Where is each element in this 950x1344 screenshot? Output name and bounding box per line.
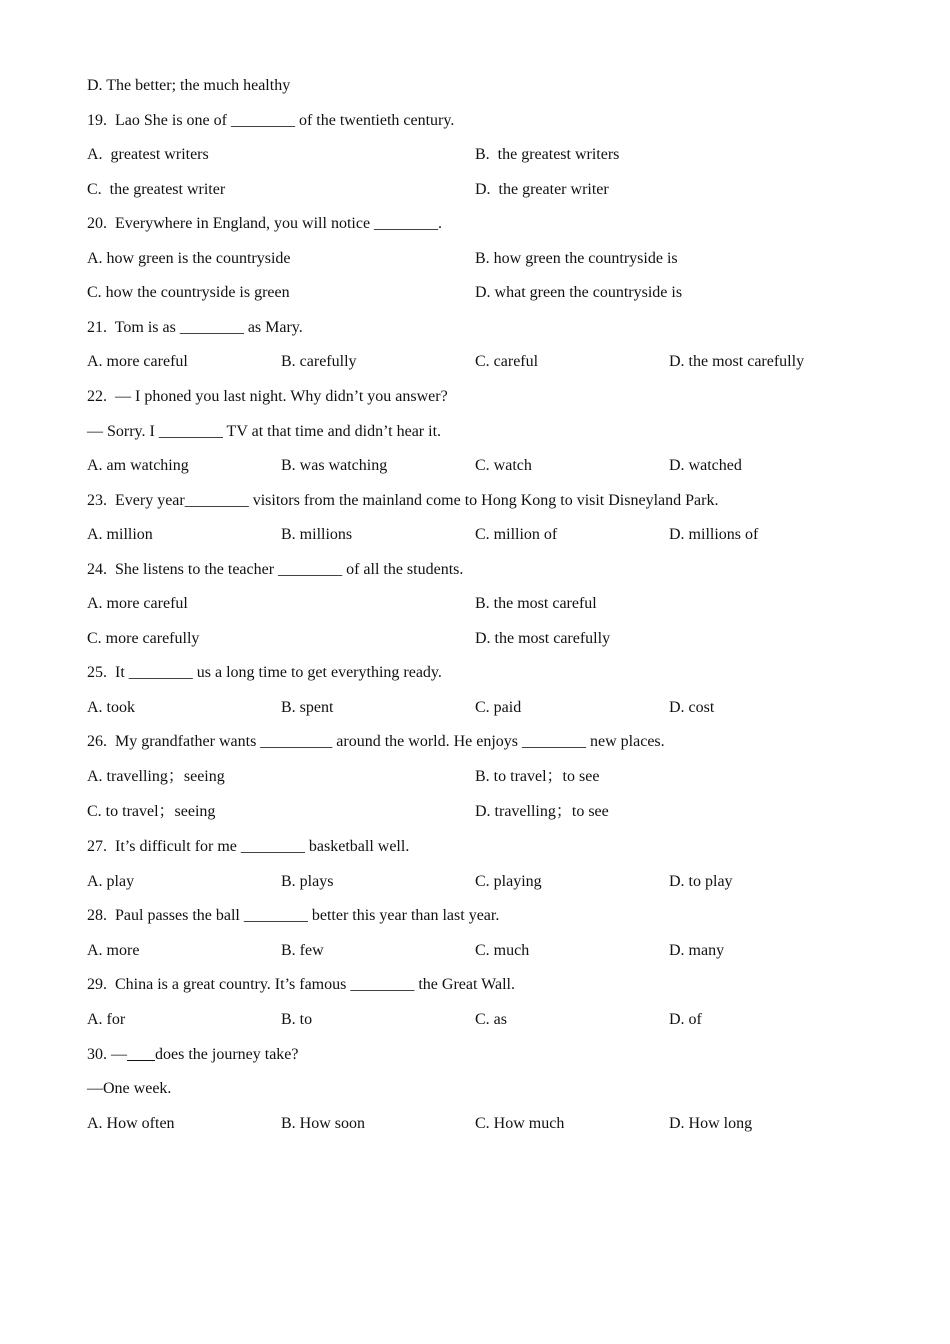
option-30-d: D. How long (669, 1115, 753, 1132)
option-28-b: B. few (281, 942, 324, 959)
option-26-d: D. travelling；to see (475, 803, 609, 820)
question-30-stem (87, 1045, 299, 1065)
option-28-d: D. many (669, 942, 725, 959)
question-19-stem: 19. Lao She is one of ________ of the twentieth century. (87, 112, 455, 129)
option-25-c: C. paid (475, 699, 522, 716)
question-30-blank (127, 1046, 155, 1063)
question-30-suffix: does the journey take? (155, 1046, 299, 1063)
option-27-d: D. to play (669, 873, 733, 890)
question-30-prefix: 30. — (87, 1046, 127, 1063)
option-24-a: A. more careful (87, 595, 188, 612)
option-25-b: B. spent (281, 699, 334, 716)
option-19-c: C. the greatest writer (87, 181, 226, 198)
option-26-a: A. travelling；seeing (87, 768, 225, 785)
option-20-a: A. how green is the countryside (87, 250, 291, 267)
option-20-d: D. what green the countryside is (475, 284, 683, 301)
option-30-a: A. How often (87, 1115, 175, 1132)
option-21-b: B. carefully (281, 353, 357, 370)
option-19-b: B. the greatest writers (475, 146, 620, 163)
option-23-c: C. million of (475, 526, 558, 543)
option-25-a: A. took (87, 699, 135, 716)
option-23-d: D. millions of (669, 526, 759, 543)
option-29-c: C. as (475, 1011, 507, 1028)
option-23-b: B. millions (281, 526, 353, 543)
option-21-d: D. the most carefully (669, 353, 805, 370)
question-22-stem: 22. — I phoned you last night. Why didn’t you answer? (87, 388, 448, 405)
question-29-stem: 29. China is a great country. It’s famous ________ the Great Wall. (87, 976, 515, 993)
option-28-c: C. much (475, 942, 530, 959)
option-23-a: A. million (87, 526, 153, 543)
option-26-b: B. to travel；to see (475, 768, 600, 785)
option-27-a: A. play (87, 873, 135, 890)
option-19-d: D. the greater writer (475, 181, 609, 198)
option-22-b: B. was watching (281, 457, 388, 474)
option-22-a: A. am watching (87, 457, 189, 474)
option-26-c: C. to travel；seeing (87, 803, 216, 820)
question-30-stem-2: —One week. (87, 1080, 172, 1097)
option-24-b: B. the most careful (475, 595, 597, 612)
question-28-stem: 28. Paul passes the ball ________ better this year than last year. (87, 907, 500, 924)
question-24-stem: 24. She listens to the teacher ________ of all the students. (87, 561, 464, 578)
option-22-c: C. watch (475, 457, 532, 474)
option-20-b: B. how green the countryside is (475, 250, 678, 267)
question-26-stem: 26. My grandfather wants _________ around the world. He enjoys ________ new places. (87, 733, 665, 750)
option-22-d: D. watched (669, 457, 742, 474)
option-19-a: A. greatest writers (87, 146, 209, 163)
option-30-b: B. How soon (281, 1115, 366, 1132)
question-20-stem: 20. Everywhere in England, you will notice ________. (87, 215, 443, 232)
option-24-c: C. more carefully (87, 630, 200, 647)
question-22-stem-2: — Sorry. I ________ TV at that time and didn’t hear it. (87, 423, 442, 440)
option-29-b: B. to (281, 1011, 313, 1028)
option-29-a: A. for (87, 1011, 126, 1028)
option-25-d: D. cost (669, 699, 715, 716)
option-21-a: A. more careful (87, 353, 188, 370)
option-18-d: D. The better; the much healthy (87, 77, 291, 94)
question-21-stem: 21. Tom is as ________ as Mary. (87, 319, 303, 336)
option-28-a: A. more (87, 942, 140, 959)
option-20-c: C. how the countryside is green (87, 284, 290, 301)
option-29-d: D. of (669, 1011, 702, 1028)
option-30-c: C. How much (475, 1115, 565, 1132)
option-24-d: D. the most carefully (475, 630, 611, 647)
question-27-stem: 27. It’s difficult for me ________ basketball well. (87, 838, 410, 855)
option-27-c: C. playing (475, 873, 542, 890)
question-23-stem: 23. Every year________ visitors from the mainland come to Hong Kong to visit Disneyland Park. (87, 492, 719, 509)
option-27-b: B. plays (281, 873, 334, 890)
option-21-c: C. careful (475, 353, 539, 370)
question-25-stem: 25. It ________ us a long time to get everything ready. (87, 664, 442, 681)
